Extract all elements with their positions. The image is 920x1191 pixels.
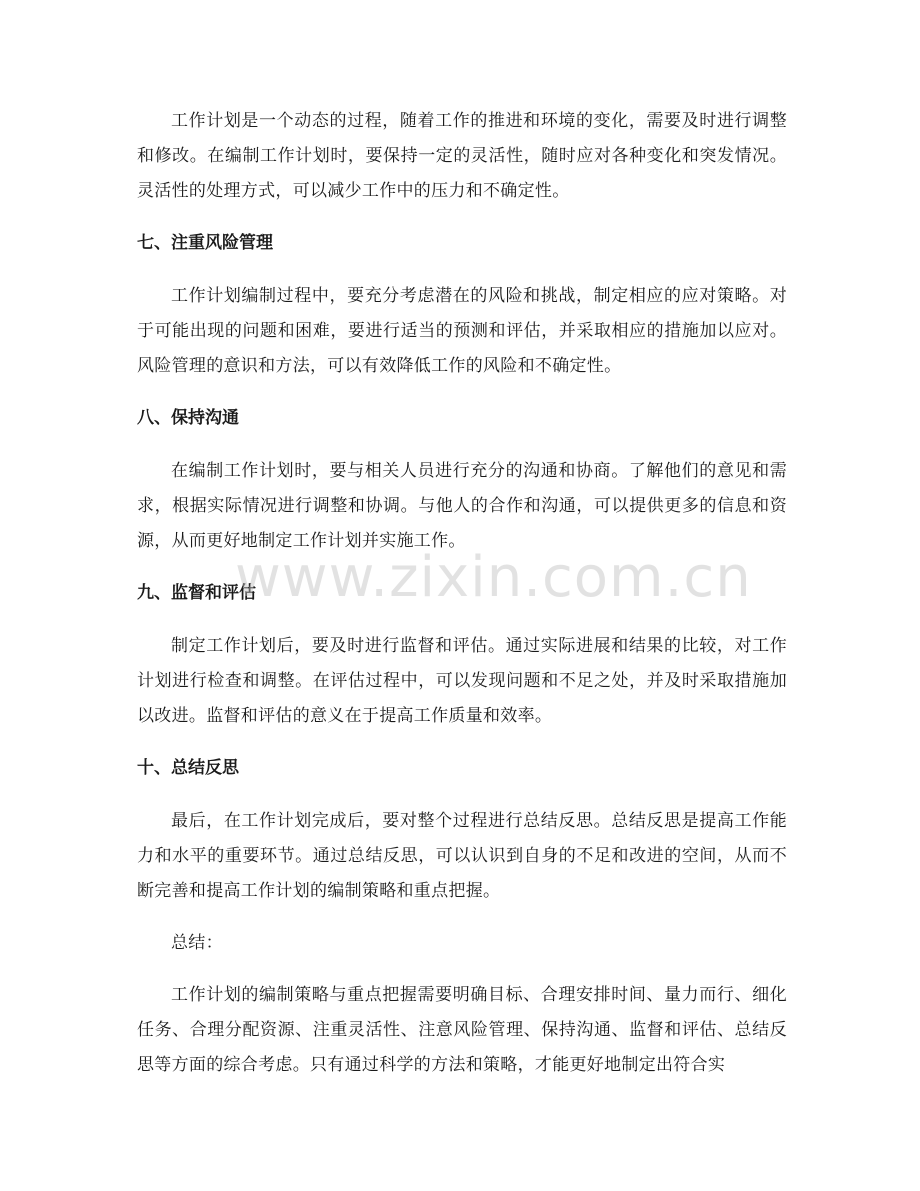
section-heading-9: 九、监督和评估: [137, 583, 256, 603]
paragraph-summary: 工作计划的编制策略与重点把握需要明确目标、合理安排时间、量力而行、细化任务、合理分配资源、注重灵活性、注意风险管理、保持沟通、监督和评估、总结反思等方面的综合考虑。只有通过科学的方法和策略，才能更好地制定出符合实: [137, 985, 787, 1075]
section-heading-10: 十、总结反思: [137, 758, 239, 778]
section-heading-8: 八、保持沟通: [137, 408, 239, 428]
paragraph-supervision: 制定工作计划后，要及时进行监督和评估。通过实际进展和结果的比较，对工作计划进行检查和调整。在评估过程中，可以发现问题和不足之处，并及时采取措施加以改进。监督和评估的意义在于提高工作质量和效率。: [137, 636, 787, 726]
summary-label: 总结：: [171, 933, 223, 953]
paragraph-communication: 在编制工作计划时，要与相关人员进行充分的沟通和协商。了解他们的意见和需求，根据实际情况进行调整和协调。与他人的合作和沟通，可以提供更多的信息和资源，从而更好地制定工作计划并实施工作。: [137, 461, 787, 551]
paragraph-risk-management: 工作计划编制过程中，要充分考虑潜在的风险和挑战，制定相应的应对策略。对于可能出现的问题和困难，要进行适当的预测和评估，并采取相应的措施加以应对。风险管理的意识和方法，可以有效降低工作的风险和不确定性。: [137, 286, 787, 376]
watermark-text: www.zixin.com.cn: [235, 545, 752, 610]
document-body: [137, 104, 787, 1083]
paragraph-flexibility: 工作计划是一个动态的过程，随着工作的推进和环境的变化，需要及时进行调整和修改。在编制工作计划时，要保持一定的灵活性，随时应对各种变化和突发情况。灵活性的处理方式，可以减少工作中的压力和不确定性。: [137, 111, 787, 201]
section-heading-7: 七、注重风险管理: [137, 233, 273, 253]
paragraph-reflection: 最后，在工作计划完成后，要对整个过程进行总结反思。总结反思是提高工作能力和水平的重要环节。通过总结反思，可以认识到自身的不足和改进的空间，从而不断完善和提高工作计划的编制策略和重点把握。: [137, 811, 787, 901]
